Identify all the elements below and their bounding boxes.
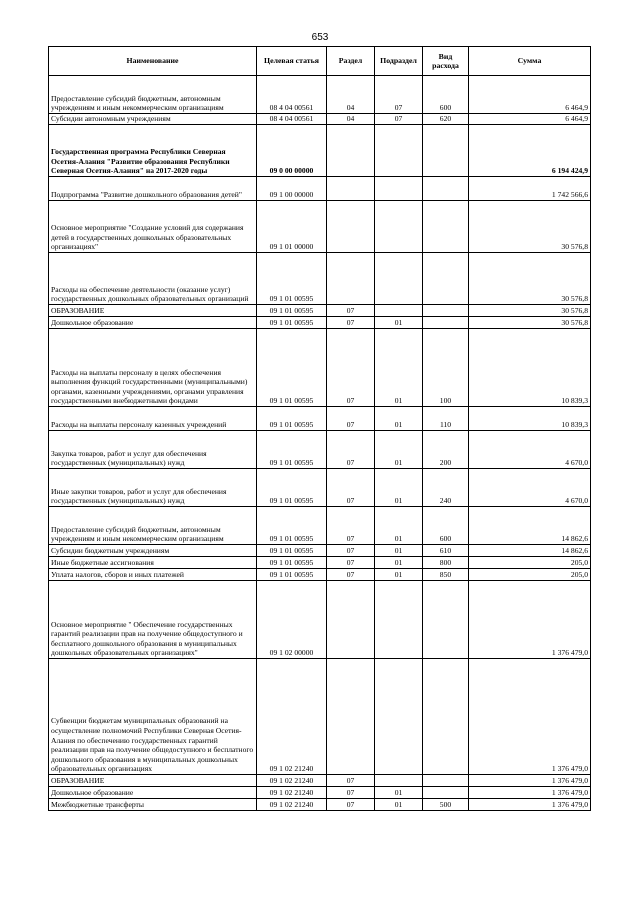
cell-type: 500 <box>423 799 469 811</box>
cell-section: 07 <box>327 317 375 329</box>
cell-subsection: 01 <box>375 431 423 469</box>
cell-subsection <box>375 201 423 253</box>
table-row <box>49 76 591 114</box>
cell-sum: 30 576,8 <box>469 253 591 305</box>
cell-subsection: 01 <box>375 407 423 431</box>
cell-section <box>327 177 375 201</box>
cell-subsection: 01 <box>375 787 423 799</box>
cell-name: Иные бюджетные ассигнования <box>49 557 257 569</box>
cell-sum: 4 670,0 <box>469 469 591 507</box>
table-row <box>49 557 591 569</box>
cell-code: 09 1 01 00595 <box>257 557 327 569</box>
cell-section: 07 <box>327 775 375 787</box>
cell-sum: 1 376 479,0 <box>469 787 591 799</box>
table-row <box>49 787 591 799</box>
table-row <box>49 114 591 125</box>
table-row <box>49 469 591 507</box>
cell-type <box>423 659 469 775</box>
table-header-row <box>49 47 591 76</box>
cell-subsection: 01 <box>375 557 423 569</box>
header-section: Раздел <box>327 47 375 76</box>
cell-code: 09 1 01 00000 <box>257 201 327 253</box>
table-row <box>49 775 591 787</box>
cell-type: 200 <box>423 431 469 469</box>
table-row <box>49 177 591 201</box>
cell-type: 800 <box>423 557 469 569</box>
cell-sum: 1 376 479,0 <box>469 581 591 659</box>
cell-name: Расходы на выплаты персоналу в целях обеспечения выполнения функций государственными (муниципальными) органами, казенными учреждениями, органами управления государственными внебюджетными фондами <box>49 329 257 407</box>
cell-code: 09 1 01 00595 <box>257 317 327 329</box>
cell-type: 240 <box>423 469 469 507</box>
cell-subsection <box>375 125 423 177</box>
cell-subsection <box>375 177 423 201</box>
cell-code: 08 4 04 00561 <box>257 76 327 114</box>
cell-code: 09 1 01 00595 <box>257 569 327 581</box>
cell-name: Расходы на выплаты персоналу казенных учреждений <box>49 407 257 431</box>
budget-table <box>48 46 591 811</box>
cell-name: Дошкольное образование <box>49 317 257 329</box>
cell-section: 07 <box>327 329 375 407</box>
cell-code: 09 1 02 21240 <box>257 775 327 787</box>
cell-subsection: 01 <box>375 569 423 581</box>
cell-section <box>327 253 375 305</box>
table-row <box>49 305 591 317</box>
cell-code: 09 1 02 21240 <box>257 659 327 775</box>
header-sum: Сумма <box>469 47 591 76</box>
cell-sum: 10 839,3 <box>469 407 591 431</box>
cell-subsection: 01 <box>375 507 423 545</box>
cell-code: 09 1 01 00595 <box>257 431 327 469</box>
cell-code: 08 4 04 00561 <box>257 114 327 125</box>
cell-sum: 30 576,8 <box>469 201 591 253</box>
cell-name: Основное мероприятие "Создание условий для содержания детей в государственных дошкольных образовательных организациях" <box>49 201 257 253</box>
cell-section: 07 <box>327 469 375 507</box>
header-type: Вид расхода <box>423 47 469 76</box>
cell-code: 09 1 01 00595 <box>257 253 327 305</box>
cell-section: 07 <box>327 507 375 545</box>
cell-sum: 205,0 <box>469 569 591 581</box>
table-row <box>49 201 591 253</box>
cell-name: Дошкольное образование <box>49 787 257 799</box>
cell-section: 07 <box>327 799 375 811</box>
table-row <box>49 507 591 545</box>
cell-name: Расходы на обеспечение деятельности (оказание услуг) государственных дошкольных образовательных организаций <box>49 253 257 305</box>
cell-type <box>423 305 469 317</box>
cell-code: 09 1 02 21240 <box>257 787 327 799</box>
cell-subsection: 01 <box>375 545 423 557</box>
cell-code: 09 1 01 00595 <box>257 469 327 507</box>
cell-code: 09 1 02 21240 <box>257 799 327 811</box>
table-row <box>49 569 591 581</box>
cell-section: 07 <box>327 305 375 317</box>
cell-section: 04 <box>327 76 375 114</box>
cell-name: Субсидии бюджетным учреждениям <box>49 545 257 557</box>
header-name: Наименование <box>49 47 257 76</box>
cell-sum: 30 576,8 <box>469 317 591 329</box>
cell-name: Подпрограмма "Развитие дошкольного образования детей" <box>49 177 257 201</box>
cell-type: 620 <box>423 114 469 125</box>
cell-section: 07 <box>327 787 375 799</box>
cell-type <box>423 775 469 787</box>
cell-subsection <box>375 305 423 317</box>
table-row <box>49 253 591 305</box>
cell-type <box>423 201 469 253</box>
table-body <box>49 76 591 811</box>
cell-section: 04 <box>327 114 375 125</box>
cell-name: Предоставление субсидий бюджетным, автономным учреждениям и иным некоммерческим организациям <box>49 76 257 114</box>
header-subsection: Подраздел <box>375 47 423 76</box>
cell-subsection: 07 <box>375 76 423 114</box>
cell-subsection <box>375 253 423 305</box>
header-code: Целевая статья <box>257 47 327 76</box>
table-row <box>49 407 591 431</box>
cell-section <box>327 201 375 253</box>
cell-type <box>423 317 469 329</box>
cell-sum: 6 194 424,9 <box>469 125 591 177</box>
cell-name: Субвенции бюджетам муниципальных образований на осуществление полномочий Республики Северная Осетия-Алания по обеспечению государственных гарантий реализации прав на получение общедоступного и бесплатного дошкольного образования в муниципальных дошкольных образовательных организациях <box>49 659 257 775</box>
cell-subsection <box>375 581 423 659</box>
cell-type <box>423 581 469 659</box>
table-row <box>49 799 591 811</box>
cell-sum: 14 862,6 <box>469 507 591 545</box>
cell-sum: 6 464,9 <box>469 114 591 125</box>
cell-subsection: 01 <box>375 469 423 507</box>
cell-type: 850 <box>423 569 469 581</box>
cell-code: 09 1 01 00595 <box>257 545 327 557</box>
cell-section <box>327 125 375 177</box>
cell-code: 09 1 01 00595 <box>257 407 327 431</box>
cell-name: Предоставление субсидий бюджетным, автономным учреждениям и иным некоммерческим организациям <box>49 507 257 545</box>
cell-sum: 4 670,0 <box>469 431 591 469</box>
cell-type <box>423 787 469 799</box>
cell-sum: 1 376 479,0 <box>469 799 591 811</box>
cell-type <box>423 125 469 177</box>
cell-type: 600 <box>423 507 469 545</box>
table-row <box>49 581 591 659</box>
cell-code: 09 1 01 00595 <box>257 305 327 317</box>
cell-name: Основное мероприятие " Обеспечение государственных гарантий реализации прав на получение общедоступного и бесплатного дошкольного образования в муниципальных дошкольных образовательных организациях" <box>49 581 257 659</box>
cell-section: 07 <box>327 407 375 431</box>
cell-sum: 1 742 566,6 <box>469 177 591 201</box>
cell-code: 09 1 02 00000 <box>257 581 327 659</box>
cell-code: 09 1 01 00595 <box>257 507 327 545</box>
page-number: 653 <box>311 32 329 43</box>
cell-code: 09 1 00 00000 <box>257 177 327 201</box>
cell-name: Субсидии автономным учреждениям <box>49 114 257 125</box>
cell-name: Уплата налогов, сборов и иных платежей <box>49 569 257 581</box>
cell-sum: 6 464,9 <box>469 76 591 114</box>
table-row <box>49 329 591 407</box>
cell-name: ОБРАЗОВАНИЕ <box>49 305 257 317</box>
cell-sum: 1 376 479,0 <box>469 659 591 775</box>
table-row <box>49 431 591 469</box>
cell-sum: 30 576,8 <box>469 305 591 317</box>
table-row <box>49 659 591 775</box>
cell-subsection <box>375 775 423 787</box>
cell-section: 07 <box>327 557 375 569</box>
cell-type: 600 <box>423 76 469 114</box>
cell-type: 610 <box>423 545 469 557</box>
cell-type: 110 <box>423 407 469 431</box>
cell-name: Закупка товаров, работ и услуг для обеспечения государственных (муниципальных) нужд <box>49 431 257 469</box>
cell-type: 100 <box>423 329 469 407</box>
cell-section <box>327 581 375 659</box>
table-row <box>49 317 591 329</box>
cell-name: Иные закупки товаров, работ и услуг для обеспечения государственных (муниципальных) нужд <box>49 469 257 507</box>
cell-code: 09 1 01 00595 <box>257 329 327 407</box>
cell-type <box>423 253 469 305</box>
cell-name: ОБРАЗОВАНИЕ <box>49 775 257 787</box>
cell-subsection: 07 <box>375 114 423 125</box>
cell-section: 07 <box>327 545 375 557</box>
cell-name: Государственная программа Республики Северная Осетия-Алания "Развитие образования Республики Северная Осетия-Алания" на 2017-2020 годы <box>49 125 257 177</box>
cell-subsection <box>375 659 423 775</box>
cell-section: 07 <box>327 569 375 581</box>
cell-sum: 1 376 479,0 <box>469 775 591 787</box>
cell-subsection: 01 <box>375 799 423 811</box>
cell-section: 07 <box>327 431 375 469</box>
cell-sum: 205,0 <box>469 557 591 569</box>
cell-subsection: 01 <box>375 329 423 407</box>
cell-section <box>327 659 375 775</box>
cell-code: 09 0 00 00000 <box>257 125 327 177</box>
table-row <box>49 125 591 177</box>
cell-sum: 10 839,3 <box>469 329 591 407</box>
cell-name: Межбюджетные трансферты <box>49 799 257 811</box>
cell-sum: 14 862,6 <box>469 545 591 557</box>
cell-subsection: 01 <box>375 317 423 329</box>
cell-type <box>423 177 469 201</box>
table-row <box>49 545 591 557</box>
